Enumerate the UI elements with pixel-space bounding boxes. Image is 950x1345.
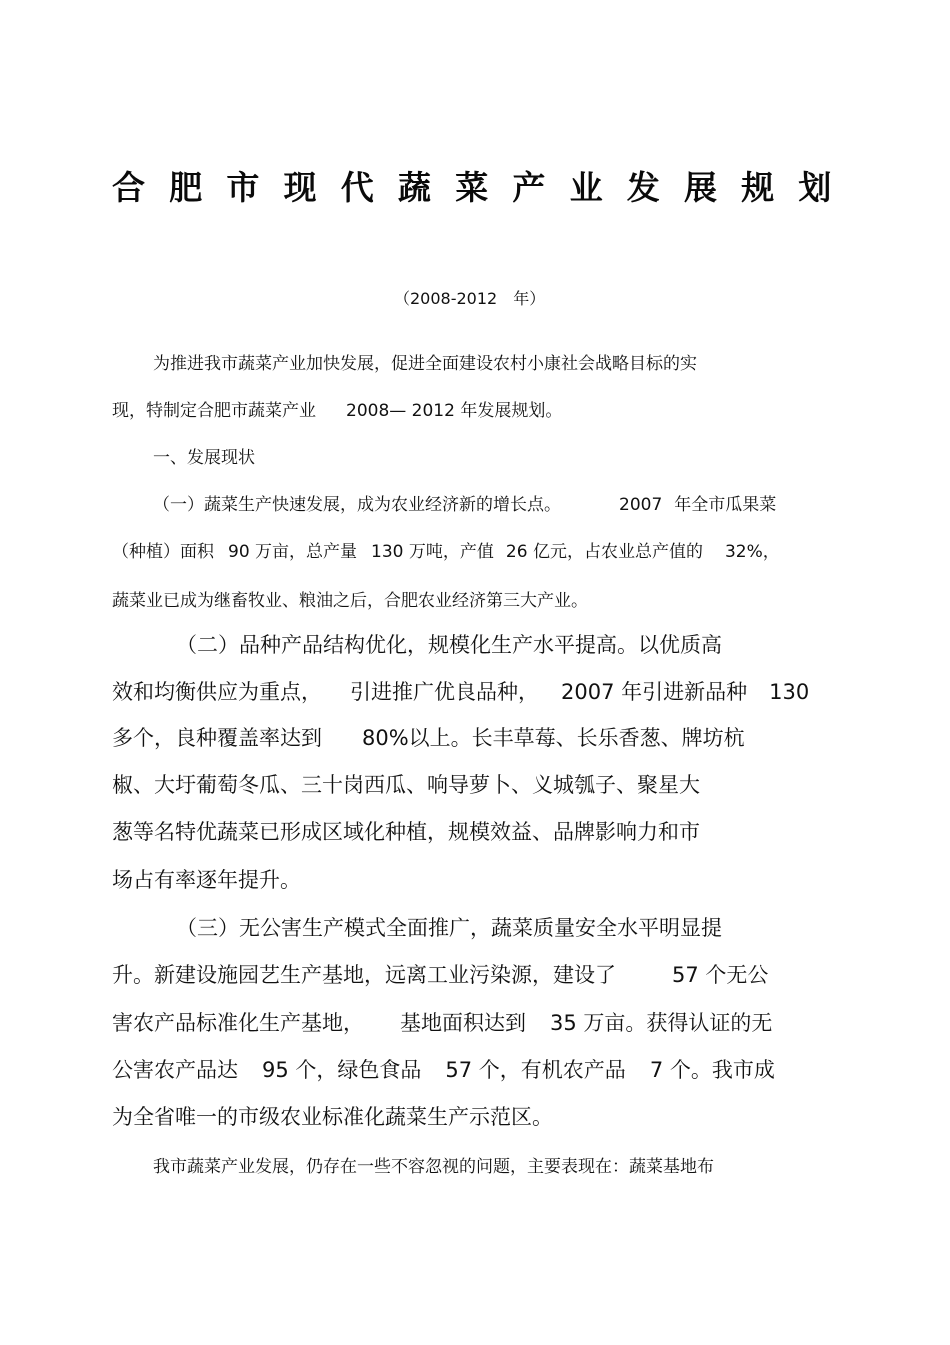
para2-line-4: 椒、大圩葡萄冬瓜、三十岗西瓜、响导萝卜、义城瓠子、聚星大 <box>112 773 700 797</box>
para4-line-1: 我市蔬菜产业发展，仍存在一些不容忽视的问题，主要表现在：蔬菜基地布 <box>153 1157 714 1177</box>
para3-line-3 <box>112 1008 772 1038</box>
para3-line-4-b: 95 个，绿色食品 <box>262 1058 422 1082</box>
section-heading: 一、发展现状 <box>153 448 255 468</box>
para3-line-2-a: 升。新建设施园艺生产基地，远离工业污染源，建设了 <box>112 963 616 987</box>
para1-line-2-d: 26 亿元，占农业总产值的 <box>505 542 703 562</box>
para1-line-1-a: （一）蔬菜生产快速发展，成为农业经济新的增长点。 <box>153 495 561 515</box>
para2-line-2-c: 2007 年引进新品种 <box>561 680 748 704</box>
para3-line-3-c: 35 万亩。获得认证的无 <box>550 1011 773 1035</box>
para2-line-1: （二）品种产品结构优化，规模化生产水平提高。以优质高 <box>176 633 722 657</box>
para1-line-2-b: 90 万亩，总产量 <box>228 542 358 562</box>
para3-line-2-b: 57 个无公 <box>672 963 769 987</box>
para1-line-1-b: 2007 <box>619 495 663 515</box>
para2-line-3-a: 多个，良种覆盖率达到 <box>112 726 322 750</box>
para1-line-2-e: 32%， <box>724 542 780 562</box>
para3-line-5: 为全省唯一的市级农业标准化蔬菜生产示范区。 <box>112 1105 553 1129</box>
para3-line-2 <box>112 960 768 990</box>
para2-line-5: 葱等名特优蔬菜已形成区域化种植，规模效益、品牌影响力和市 <box>112 820 700 844</box>
document-title: 合肥市现代蔬菜产业发展规划 <box>112 168 856 207</box>
intro-line-2-b: 2008— 2012 年发展规划。 <box>346 401 563 421</box>
para3-line-1: （三）无公害生产模式全面推广，蔬菜质量安全水平明显提 <box>176 916 722 940</box>
para1-line-1 <box>153 493 776 517</box>
para3-line-4 <box>112 1055 775 1085</box>
para1-line-3: 蔬菜业已成为继畜牧业、粮油之后，合肥农业经济第三大产业。 <box>112 591 588 611</box>
para2-line-6: 场占有率逐年提升。 <box>112 868 301 892</box>
para2-line-2-b: 引进推广优良品种， <box>350 680 539 704</box>
document-subtitle: （2008-2012 年） <box>394 289 546 308</box>
para3-line-4-a: 公害农产品达 <box>112 1058 238 1082</box>
intro-line-1: 为推进我市蔬菜产业加快发展，促进全面建设农村小康社会战略目标的实 <box>153 354 697 374</box>
para2-line-2-a: 效和均衡供应为重点， <box>112 680 322 704</box>
intro-line-2-a: 现，特制定合肥市蔬菜产业 <box>112 401 316 421</box>
para2-line-3 <box>112 723 745 753</box>
para2-line-2 <box>112 677 809 707</box>
para3-line-3-b: 基地面积达到 <box>400 1011 526 1035</box>
para1-line-2-c: 130 万吨，产值 <box>371 542 494 562</box>
para1-line-1-c: 年全市瓜果菜 <box>674 495 777 515</box>
para1-line-2 <box>112 540 780 564</box>
para2-line-3-b: 80%以上。长丰草莓、长乐香葱、牌坊杭 <box>362 726 745 750</box>
para1-line-2-a: （种植）面积 <box>112 542 214 562</box>
para3-line-4-c: 57 个，有机农产品 <box>445 1058 626 1082</box>
para3-line-3-a: 害农产品标准化生产基地， <box>112 1011 364 1035</box>
para2-line-2-d: 130 <box>769 680 810 704</box>
para3-line-4-d: 7 个。我市成 <box>649 1058 775 1082</box>
intro-line-2 <box>112 399 562 423</box>
